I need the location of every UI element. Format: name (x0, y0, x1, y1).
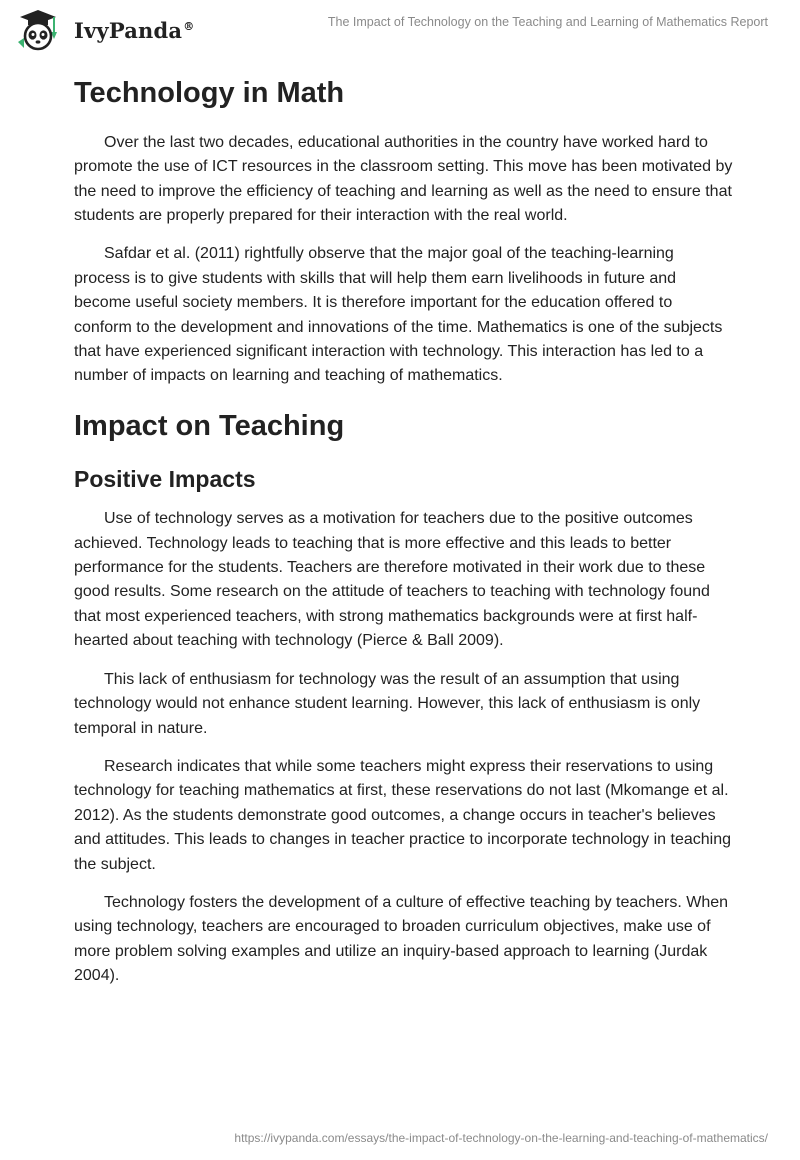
section-heading-impact-on-teaching: Impact on Teaching (74, 409, 345, 442)
paragraph: Over the last two decades, educational authorities in the country have worked hard to promote the use of ICT resources in the classroom setting. This move has been motivated by the need to improve the efficiency of teaching and learning as well as the need to ensure that students are properly prepared for their interaction with the real world. (74, 133, 733, 225)
paragraph: Technology fosters the development of a culture of effective teaching by teachers. When using technology, teachers are encouraged to broaden curriculum objectives, make use of more problem solving examples and utilize an inquiry-based approach to learning (Jurdak 2004). (74, 893, 729, 985)
brand-logo[interactable] (14, 8, 194, 52)
paragraph: This lack of enthusiasm for technology was the result of an assumption that using technology would not enhance student learning. However, this lack of enthusiasm is only temporal in nature. (74, 670, 701, 737)
source-url[interactable]: https://ivypanda.com/essays/the-impact-of-technology-on-the-learning-and-teaching-of-mathematics/ (234, 1131, 768, 1145)
section-heading-technology-in-math: Technology in Math (74, 77, 345, 109)
article-body (74, 68, 734, 1003)
registered-mark: ® (183, 19, 195, 33)
paragraph: Safdar et al. (2011) rightfully observe that the major goal of the teaching-learning process is to give students with skills that will help them earn livelihoods in future and become useful society members. It is therefore important for the education offered to conform to the development and innovations of the time. Mathematics is one of the subjects that have experienced significant interaction with technology. This interaction has led to a number of impacts on learning and teaching of mathematics. (74, 245, 723, 385)
panda-graduate-icon (14, 8, 64, 52)
subheading-positive-impacts: Positive Impacts (74, 465, 256, 492)
paragraph: Use of technology serves as a motivation for teachers due to the positive outcomes achieved. Technology leads to teaching that is more effective and this leads to better performance for the students. Teachers are therefore motivated in their work due to these good results. Some research on the attitude of teachers to teaching with technology found that most experienced teachers, with strong mathematics backgrounds were at first half-hearted about teaching with technology (Pierce & Ball 2009). (74, 510, 710, 650)
paragraph: Research indicates that while some teachers might express their reservations to using technology for teaching mathematics at first, these reservations do not last (Mkomange et al. 2012). As the students demonstrate good outcomes, a change occurs in teacher's believes and attitudes. This leads to changes in teacher practice to incorporate technology in teaching the subject. (74, 757, 732, 873)
brand-name: IvyPanda (74, 17, 183, 43)
page-header (0, 0, 800, 60)
document-title: The Impact of Technology on the Teaching and Learning of Mathematics Report (327, 15, 768, 29)
